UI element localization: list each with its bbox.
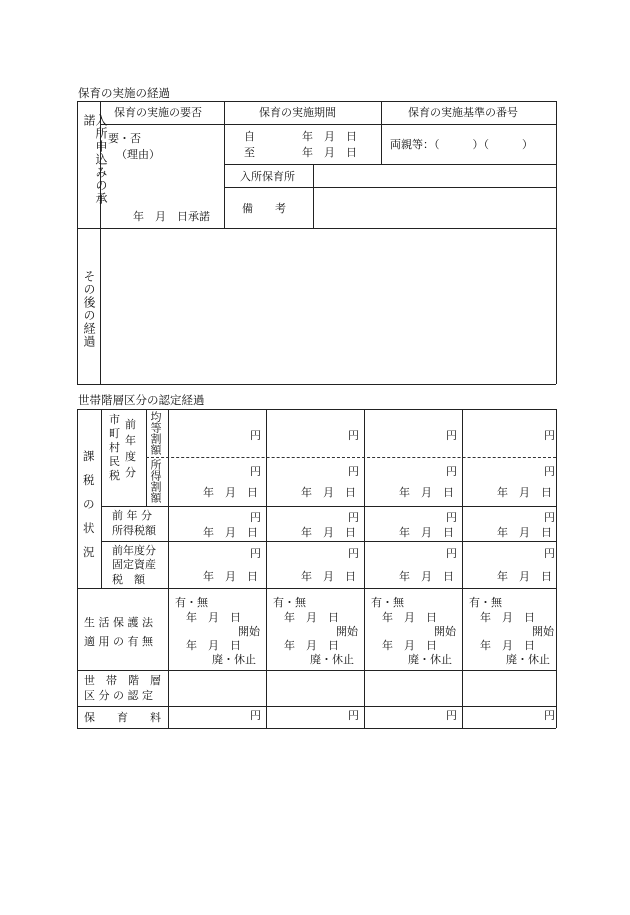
bracket-line1: 世 帯 階 層	[84, 674, 161, 687]
property-tax-date-2: 年 月 日	[399, 570, 454, 583]
income-tax-yen-3: 円	[544, 511, 555, 524]
income-tax-line2: 所得税額	[112, 524, 156, 537]
welfare-end-date-1: 年 月 日	[284, 639, 339, 652]
welfare-end-date-0: 年 月 日	[186, 639, 241, 652]
equal-split-label: 均等割額	[149, 411, 162, 455]
equal-split-yen-1: 円	[348, 429, 359, 442]
section1-title: 保育の実施の経過	[78, 86, 170, 100]
income-split-yen-3: 円	[544, 465, 555, 478]
income-split-label: 所得割額	[149, 459, 162, 503]
welfare-start-date-0: 年 月 日	[186, 611, 241, 624]
welfare-abolish-1: 廃・休止	[310, 653, 354, 666]
property-tax-yen-1: 円	[348, 547, 359, 560]
property-tax-line3: 税 額	[112, 573, 145, 586]
income-split-date-1: 年 月 日	[301, 486, 356, 499]
income-tax-date-3: 年 月 日	[497, 526, 552, 539]
income-tax-date-0: 年 月 日	[203, 526, 258, 539]
property-tax-yen-3: 円	[544, 547, 555, 560]
income-tax-yen-2: 円	[446, 511, 457, 524]
property-tax-line2: 固定資産	[112, 558, 156, 571]
tax-status-label: 課税の状況	[83, 449, 95, 559]
property-tax-yen-0: 円	[250, 547, 261, 560]
welfare-start-date-2: 年 月 日	[382, 611, 437, 624]
welfare-line1: 生 活 保 護 法	[84, 616, 153, 629]
header-period: 保育の実施期間	[259, 106, 336, 119]
income-split-date-2: 年 月 日	[399, 486, 454, 499]
fee-label: 保 育 料	[84, 711, 161, 724]
welfare-yes-no-1: 有・無	[273, 596, 306, 609]
income-tax-date-1: 年 月 日	[301, 526, 356, 539]
fee-yen-1: 円	[348, 709, 359, 722]
header-standard-number: 保育の実施基準の番号	[408, 106, 518, 119]
welfare-start-date-3: 年 月 日	[480, 611, 535, 624]
welfare-abolish-3: 廃・休止	[506, 653, 550, 666]
income-split-date-3: 年 月 日	[497, 486, 552, 499]
approval-date: 年 月 日承諾	[133, 210, 210, 223]
welfare-yes-no-3: 有・無	[469, 596, 502, 609]
income-split-yen-2: 円	[446, 465, 457, 478]
parents-field: 両親等：（ ）（ ）	[390, 138, 533, 151]
necessity-reason: （理由）	[116, 148, 160, 161]
welfare-start-3: 開始	[532, 625, 554, 638]
period-from-date: 年 月 日	[302, 130, 357, 143]
period-to: 至	[244, 146, 255, 159]
income-tax-yen-1: 円	[348, 511, 359, 524]
income-tax-date-2: 年 月 日	[399, 526, 454, 539]
property-tax-date-0: 年 月 日	[203, 570, 258, 583]
welfare-end-date-2: 年 月 日	[382, 639, 437, 652]
nursery-label: 入所保育所	[240, 170, 295, 183]
income-split-yen-1: 円	[348, 465, 359, 478]
period-to-date: 年 月 日	[302, 146, 357, 159]
municipal-tax-label: 市町村民税	[109, 413, 120, 482]
equal-split-yen-3: 円	[544, 429, 555, 442]
subsequent-progress-label: その後の経過	[82, 270, 96, 348]
application-approval-label: 入所申込みの承諾	[82, 114, 108, 205]
welfare-start-2: 開始	[434, 625, 456, 638]
income-split-yen-0: 円	[250, 465, 261, 478]
property-tax-date-3: 年 月 日	[497, 570, 552, 583]
fee-yen-0: 円	[250, 709, 261, 722]
welfare-yes-no-2: 有・無	[371, 596, 404, 609]
welfare-yes-no-0: 有・無	[175, 596, 208, 609]
welfare-abolish-0: 廃・休止	[212, 653, 256, 666]
income-tax-yen-0: 円	[250, 511, 261, 524]
welfare-start-date-1: 年 月 日	[284, 611, 339, 624]
welfare-start-0: 開始	[238, 625, 260, 638]
remarks-label: 備 考	[242, 202, 286, 215]
section2-title: 世帯階層区分の認定経過	[78, 393, 205, 407]
fee-yen-3: 円	[544, 709, 555, 722]
bracket-line2: 区 分 の 認 定	[84, 689, 153, 702]
property-tax-yen-2: 円	[446, 547, 457, 560]
previous-year-label: 前年度分	[125, 418, 136, 479]
welfare-start-1: 開始	[336, 625, 358, 638]
header-necessity: 保育の実施の要否	[114, 106, 202, 119]
income-split-date-0: 年 月 日	[203, 486, 258, 499]
welfare-end-date-3: 年 月 日	[480, 639, 535, 652]
property-tax-line1: 前年度分	[112, 544, 156, 557]
welfare-line2: 適 用 の 有 無	[84, 635, 153, 648]
period-from: 自	[244, 130, 255, 143]
equal-split-yen-2: 円	[446, 429, 457, 442]
welfare-abolish-2: 廃・休止	[408, 653, 452, 666]
income-tax-line1: 前 年 分	[112, 509, 152, 522]
fee-yen-2: 円	[446, 709, 457, 722]
property-tax-date-1: 年 月 日	[301, 570, 356, 583]
equal-split-yen-0: 円	[250, 429, 261, 442]
necessity-yes-no: 要・否	[108, 132, 141, 145]
